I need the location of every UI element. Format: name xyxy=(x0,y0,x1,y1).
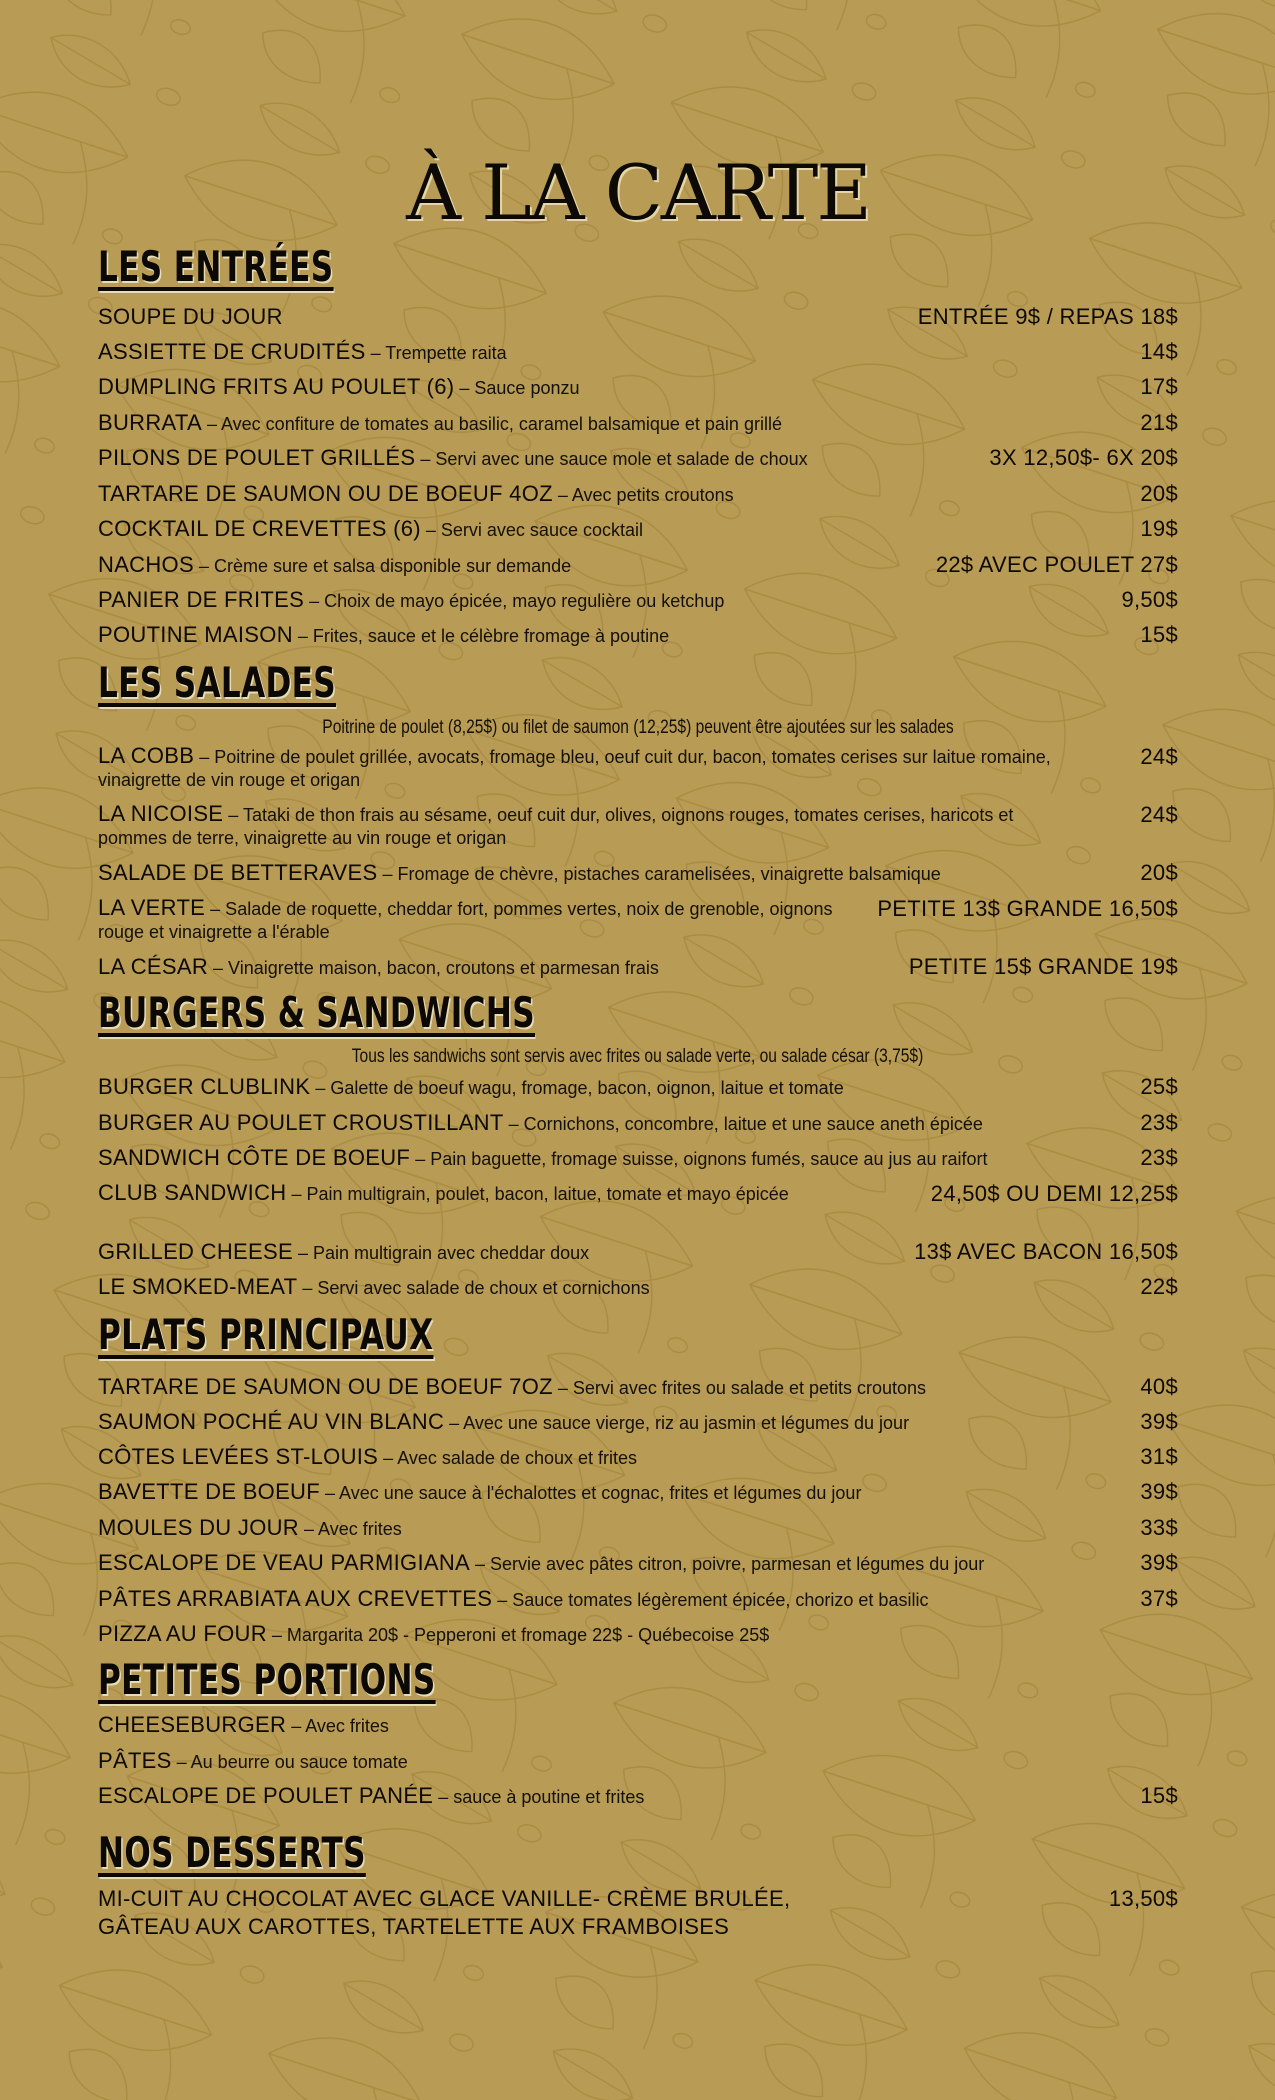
item-price: 39$ xyxy=(1140,1550,1178,1575)
item-name-line-2: GÂTEAU AUX CAROTTES, TARTELETTE AUX FRAMBOISES xyxy=(98,1914,730,1939)
menu-item xyxy=(98,410,1178,437)
item-name: ASSIETTE DE CRUDITÉS xyxy=(98,339,366,364)
item-description: – Fromage de chèvre, pistaches caramelisées, vinaigrette balsamique xyxy=(377,864,941,884)
item-price: 15$ xyxy=(1140,1783,1178,1808)
item-price: 23$ xyxy=(1140,1110,1178,1135)
menu-item xyxy=(98,1712,1178,1739)
item-description: – Choix de mayo épicée, mayo regulière ou ketchup xyxy=(304,591,725,611)
item-name: COCKTAIL DE CREVETTES (6) xyxy=(98,516,421,541)
item-price: 24,50$ OU DEMI 12,25$ xyxy=(930,1181,1178,1206)
item-name: SAUMON POCHÉ AU VIN BLANC xyxy=(98,1409,445,1434)
item-price: 39$ xyxy=(1140,1409,1178,1434)
note-text: Poitrine de poulet (8,25$) ou filet de saumon (12,25$) peuvent être ajoutées sur les salades xyxy=(322,717,954,738)
item-price: 9,50$ xyxy=(1121,587,1178,612)
item-description: – Vinaigrette maison, bacon, croutons et parmesan frais xyxy=(208,958,659,978)
item-description: – Servi avec salade de choux et cornichons xyxy=(297,1278,650,1298)
item-name: BURGER AU POULET CROUSTILLANT xyxy=(98,1110,504,1135)
item-name: PÂTES ARRABIATA AUX CREVETTES xyxy=(98,1586,493,1611)
menu-item xyxy=(98,587,1178,614)
item-name: LA COBB xyxy=(98,743,195,768)
menu-item xyxy=(98,552,1178,579)
item-description: – Avec une sauce à l'échalottes et cognac, frites et légumes du jour xyxy=(320,1483,862,1503)
item-price: 17$ xyxy=(1140,374,1178,399)
item-name: PIZZA AU FOUR xyxy=(98,1621,267,1646)
item-description: – Avec confiture de tomates au basilic, caramel balsamique et pain grillé xyxy=(201,414,782,434)
item-price: 39$ xyxy=(1140,1479,1178,1504)
menu-item xyxy=(98,445,1178,472)
item-name: PANIER DE FRITES xyxy=(98,587,305,612)
section-heading-salades: LES SALADES xyxy=(98,658,337,707)
menu-item xyxy=(98,1374,1178,1401)
item-price: PETITE 13$ GRANDE 16,50$ xyxy=(877,896,1178,921)
item-name: TARTARE DE SAUMON OU DE BOEUF 4OZ xyxy=(98,481,553,506)
menu-item xyxy=(98,1444,1178,1471)
item-name: BAVETTE DE BOEUF xyxy=(98,1479,320,1504)
item-name: LA VERTE xyxy=(98,895,206,920)
item-description: – Trempette raita xyxy=(365,343,507,363)
item-price: 14$ xyxy=(1140,339,1178,364)
menu-item xyxy=(98,1239,1178,1266)
item-price: 24$ xyxy=(1140,744,1178,769)
item-price: 37$ xyxy=(1140,1586,1178,1611)
item-description: – Avec frites xyxy=(286,1716,389,1736)
section-heading-burgers: BURGERS & SANDWICHS xyxy=(98,988,535,1037)
section-note xyxy=(98,717,1178,739)
menu-item xyxy=(98,1515,1178,1542)
item-name: ESCALOPE DE POULET PANÉE xyxy=(98,1783,434,1808)
item-name: GRILLED CHEESE xyxy=(98,1239,293,1264)
menu-item xyxy=(98,1145,1178,1172)
menu-item xyxy=(98,516,1178,543)
item-name: POUTINE MAISON xyxy=(98,622,293,647)
section-heading-desserts: NOS DESSERTS xyxy=(98,1828,366,1877)
item-name: DUMPLING FRITS AU POULET (6) xyxy=(98,374,455,399)
menu-item xyxy=(98,374,1178,401)
item-description: – Au beurre ou sauce tomate xyxy=(171,1752,408,1772)
item-description: – Sauce tomates légèrement épicée, chorizo et basilic xyxy=(492,1590,929,1610)
menu-item xyxy=(98,1621,1178,1648)
item-name: MI-CUIT AU CHOCOLAT AVEC GLACE VANILLE- CRÈME BRULÉE, xyxy=(98,1886,791,1911)
item-description: – Tataki de thon frais au sésame, oeuf cuit dur, olives, oignons rouges, tomates cerises, haricots et pommes de terre, vinaigrette au vin rouge et origan xyxy=(98,805,1014,848)
page-title: À LA CARTE xyxy=(406,148,870,237)
menu-item xyxy=(98,1550,1178,1577)
menu-item xyxy=(98,1074,1178,1101)
item-name: NACHOS xyxy=(98,552,194,577)
item-description: – Servi avec une sauce mole et salade de choux xyxy=(415,449,808,469)
menu-item xyxy=(98,802,1178,850)
note-text: Tous les sandwichs sont servis avec frites ou salade verte, ou salade césar (3,75$) xyxy=(352,1046,924,1067)
item-description: – Crème sure et salsa disponible sur demande xyxy=(193,556,572,576)
item-description: – Servie avec pâtes citron, poivre, parmesan et légumes du jour xyxy=(470,1554,985,1574)
item-name: MOULES DU JOUR xyxy=(98,1515,299,1540)
menu-item xyxy=(98,481,1178,508)
item-description: – Pain multigrain avec cheddar doux xyxy=(292,1243,590,1263)
menu-item xyxy=(98,1409,1178,1436)
menu-item xyxy=(98,622,1178,649)
menu-item xyxy=(98,1479,1178,1506)
item-price: 25$ xyxy=(1140,1074,1178,1099)
item-name: SOUPE DU JOUR xyxy=(98,304,283,329)
item-text xyxy=(98,802,1078,850)
item-price: 3X 12,50$- 6X 20$ xyxy=(989,445,1178,470)
item-name: LA CÉSAR xyxy=(98,954,209,979)
menu-item xyxy=(98,304,1178,331)
section-note xyxy=(98,1046,1178,1068)
item-price: 20$ xyxy=(1140,481,1178,506)
item-description: – Pain baguette, fromage suisse, oignons fumés, sauce au jus au raifort xyxy=(410,1149,988,1169)
item-name: PÂTES xyxy=(98,1748,172,1773)
section-heading-plats: PLATS PRINCIPAUX xyxy=(98,1310,434,1359)
item-price: 22$ xyxy=(1140,1274,1178,1299)
item-name: CLUB SANDWICH xyxy=(98,1180,287,1205)
item-description: – Avec une sauce vierge, riz au jasmin et légumes du jour xyxy=(444,1413,910,1433)
item-name: CHEESEBURGER xyxy=(98,1712,287,1737)
item-description: – Margarita 20$ - Pepperoni et fromage 22$ - Québecoise 25$ xyxy=(266,1625,770,1645)
menu-item xyxy=(98,1783,1178,1810)
item-text xyxy=(98,1181,858,1206)
item-name: LA NICOISE xyxy=(98,801,224,826)
item-price: 21$ xyxy=(1140,410,1178,435)
item-price: 40$ xyxy=(1140,1374,1178,1399)
menu-item xyxy=(98,860,1178,887)
item-name: SALADE DE BETTERAVES xyxy=(98,860,378,885)
item-name: LE SMOKED-MEAT xyxy=(98,1274,298,1299)
item-description: – Servi avec sauce cocktail xyxy=(420,520,643,540)
item-name: PILONS DE POULET GRILLÉS xyxy=(98,445,416,470)
item-price: 19$ xyxy=(1140,516,1178,541)
item-description: – Poitrine de poulet grillée, avocats, fromage bleu, oeuf cuit dur, bacon, tomates cerises sur laitue romaine, vinaigrette de vin rouge et origan xyxy=(98,747,1051,790)
item-price: 22$ AVEC POULET 27$ xyxy=(935,552,1178,577)
item-description: – Avec salade de choux et frites xyxy=(378,1448,638,1468)
item-text xyxy=(98,744,1078,792)
menu-item xyxy=(98,896,1178,944)
section-heading-petites: PETITES PORTIONS xyxy=(98,1655,436,1704)
item-name: SANDWICH CÔTE DE BOEUF xyxy=(98,1145,411,1170)
menu-item xyxy=(98,1274,1178,1301)
menu-item xyxy=(98,339,1178,366)
menu-item xyxy=(98,1110,1178,1137)
item-name: ESCALOPE DE VEAU PARMIGIANA xyxy=(98,1550,471,1575)
item-description: – Avec frites xyxy=(299,1519,402,1539)
item-name: TARTARE DE SAUMON OU DE BOEUF 7OZ xyxy=(98,1374,553,1399)
item-description: – Pain multigrain, poulet, bacon, laitue, tomate et mayo épicée xyxy=(286,1184,789,1204)
item-description: – Salade de roquette, cheddar fort, pommes vertes, noix de grenoble, oignons rouge et vinaigrette a l'érable xyxy=(98,899,833,942)
menu-item xyxy=(98,1885,1178,1941)
item-name: BURRATA xyxy=(98,410,202,435)
item-price: 15$ xyxy=(1140,622,1178,647)
item-text xyxy=(98,896,838,944)
menu-item xyxy=(98,1748,1178,1775)
item-price: 24$ xyxy=(1140,802,1178,827)
menu-item xyxy=(98,1586,1178,1613)
item-price: 31$ xyxy=(1140,1444,1178,1469)
item-name: CÔTES LEVÉES ST-LOUIS xyxy=(98,1444,379,1469)
item-price: 23$ xyxy=(1140,1145,1178,1170)
menu-item xyxy=(98,744,1178,792)
item-price: PETITE 15$ GRANDE 19$ xyxy=(908,954,1178,979)
item-price: ENTRÉE 9$ / REPAS 18$ xyxy=(917,304,1178,329)
item-price: 20$ xyxy=(1140,860,1178,885)
menu-item xyxy=(98,1181,1178,1206)
item-name: BURGER CLUBLINK xyxy=(98,1074,311,1099)
item-description: – Sauce ponzu xyxy=(454,378,580,398)
menu-item xyxy=(98,954,1178,981)
item-description: – Avec petits croutons xyxy=(552,485,734,505)
item-price: 13$ AVEC BACON 16,50$ xyxy=(914,1239,1178,1264)
item-description: – Cornichons, concombre, laitue et une sauce aneth épicée xyxy=(503,1114,983,1134)
item-price: 33$ xyxy=(1140,1515,1178,1540)
item-price: 13,50$ xyxy=(1108,1886,1178,1911)
item-description: – Servi avec frites ou salade et petits croutons xyxy=(552,1378,927,1398)
item-description: – sauce à poutine et frites xyxy=(433,1787,645,1807)
item-description: – Galette de boeuf wagu, fromage, bacon, oignon, laitue et tomate xyxy=(310,1078,844,1098)
section-heading-entrees: LES ENTRÉES xyxy=(98,242,334,291)
item-description: – Frites, sauce et le célèbre fromage à poutine xyxy=(292,626,670,646)
